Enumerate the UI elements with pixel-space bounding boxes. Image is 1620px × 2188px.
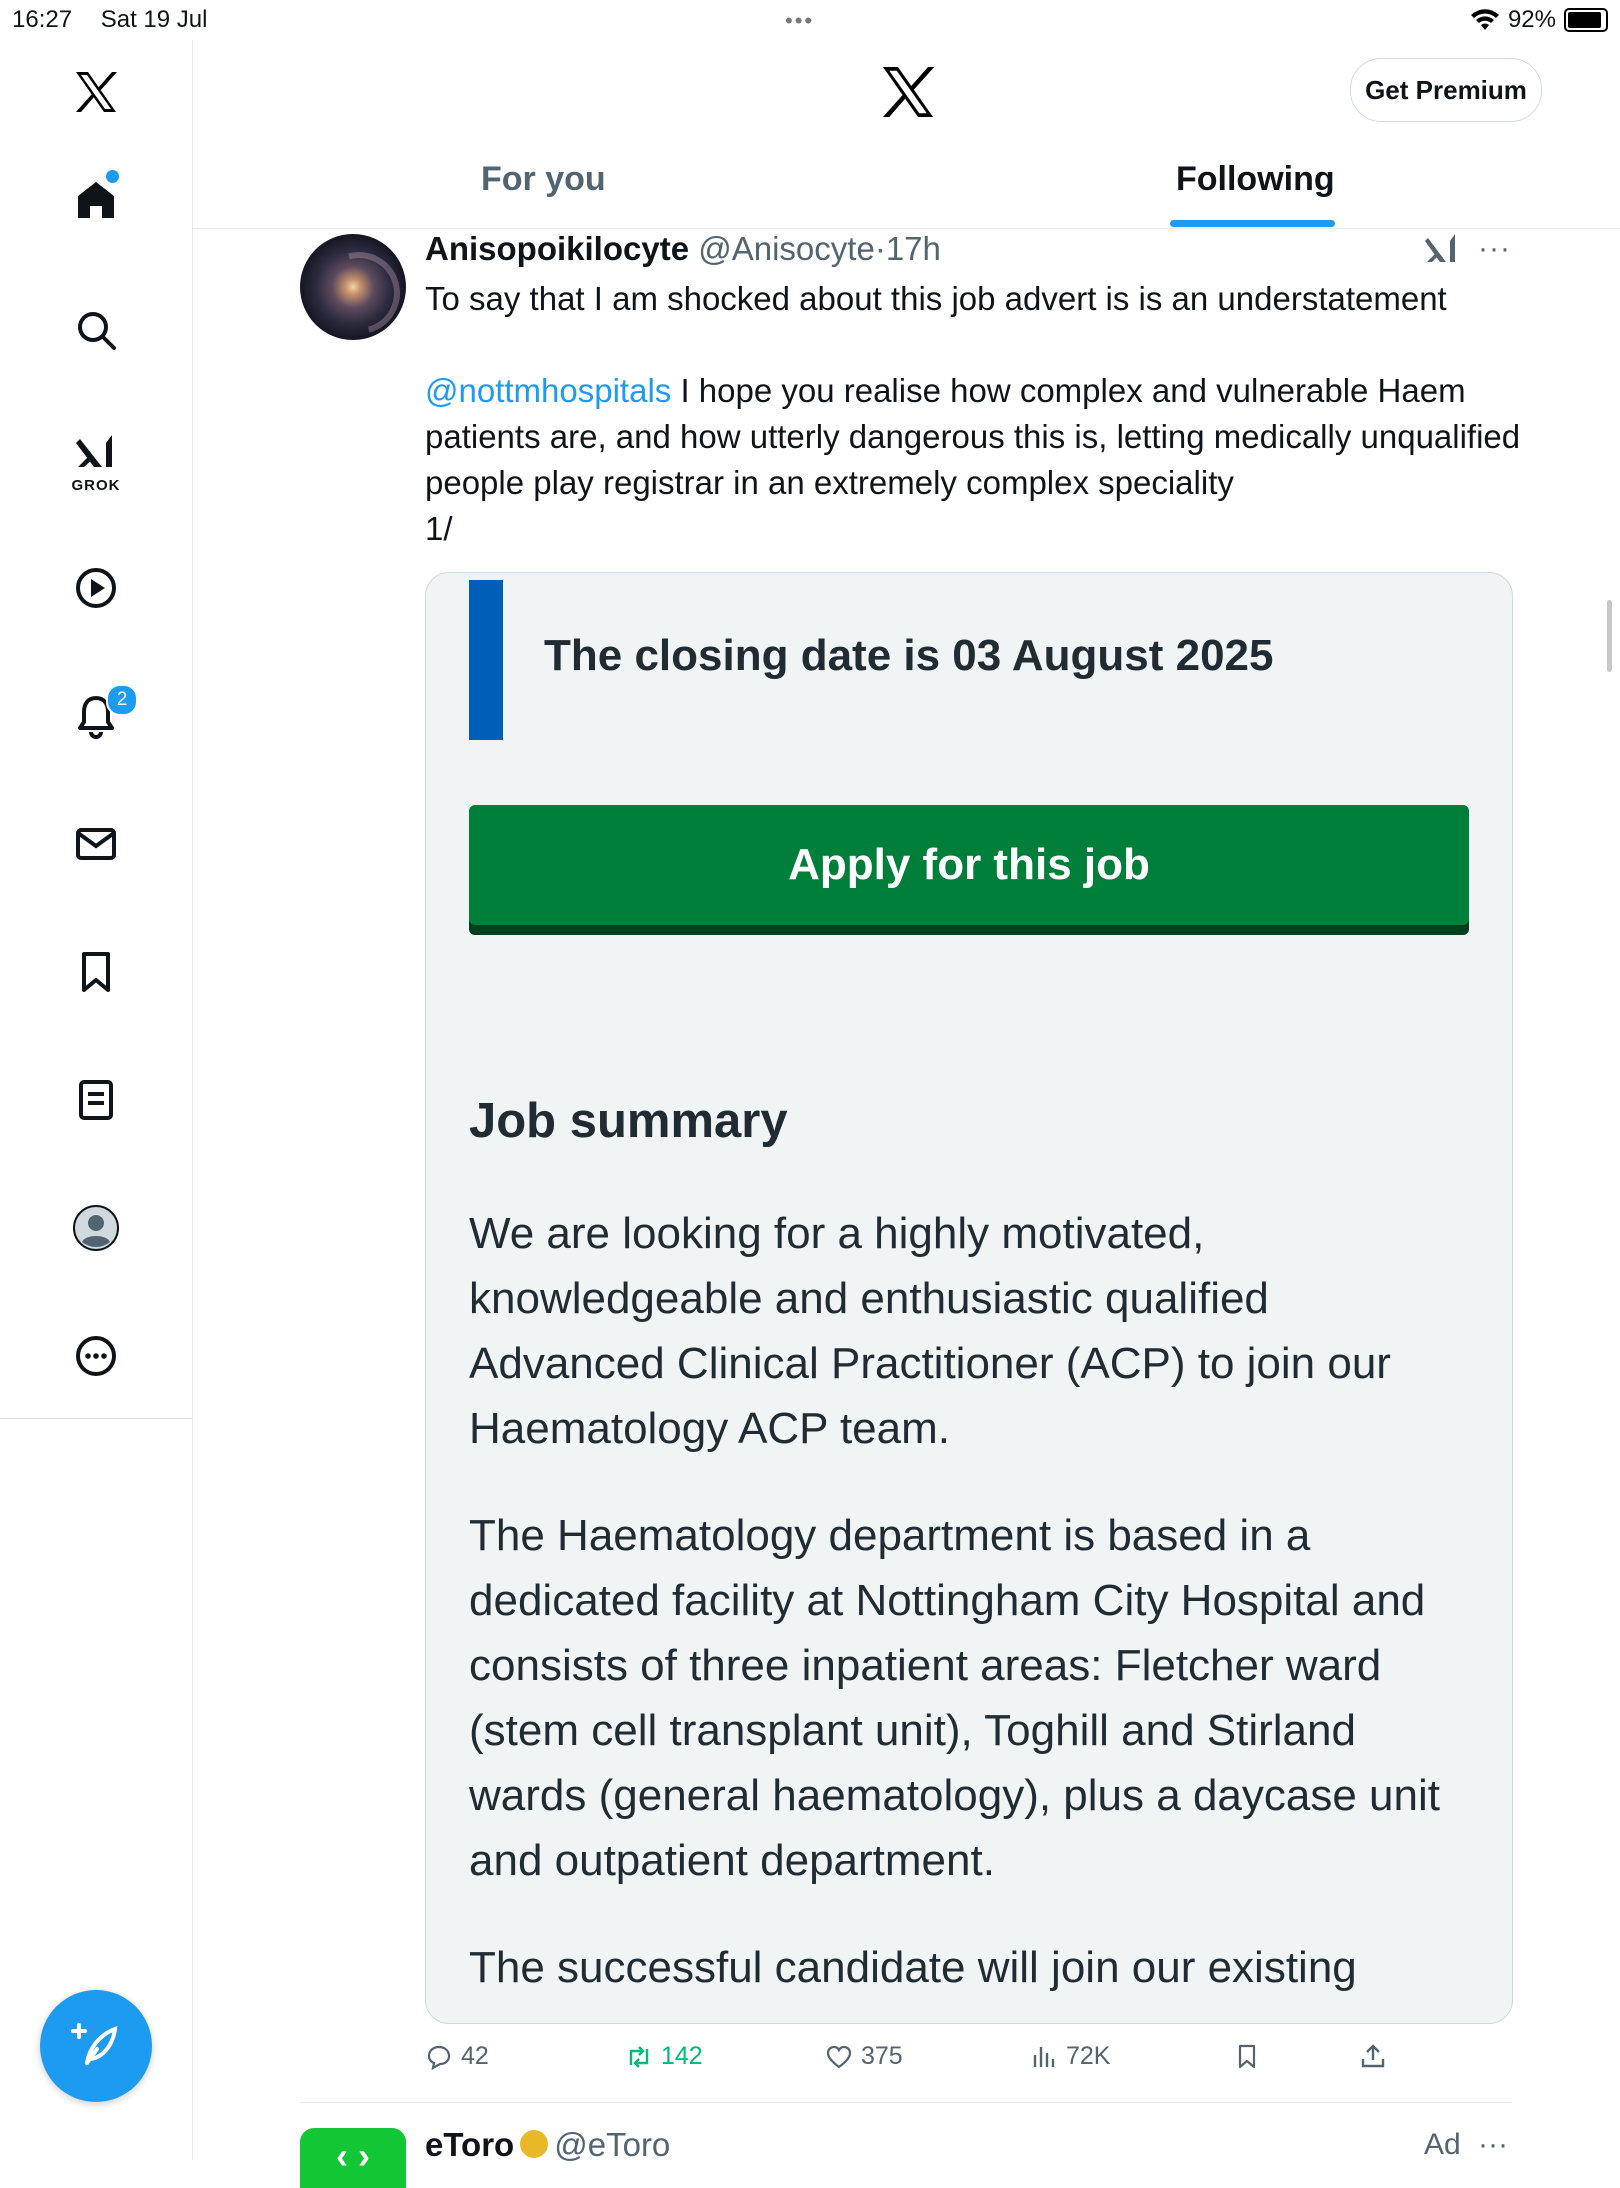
sidebar-item-explore[interactable] xyxy=(56,290,136,370)
bookmark-button[interactable] xyxy=(1233,2042,1261,2070)
status-time: 16:27 xyxy=(12,6,73,33)
views-button[interactable] xyxy=(1030,2042,1110,2071)
tweet-header xyxy=(425,230,941,268)
tab-for-you[interactable]: For you xyxy=(481,160,606,198)
mail-icon xyxy=(72,820,120,868)
sidebar-item-notifications[interactable] xyxy=(56,676,136,756)
active-tab-indicator xyxy=(1170,220,1335,227)
tweet-text xyxy=(425,276,1525,552)
tweet-separator: · xyxy=(874,230,886,267)
like-count: 375 xyxy=(861,2042,903,2070)
more-icon xyxy=(72,1332,120,1380)
repost-button[interactable] xyxy=(625,2042,703,2071)
get-premium-button[interactable]: Get Premium xyxy=(1350,58,1542,122)
tweet-author-handle[interactable]: @Anisocyte xyxy=(698,230,875,267)
status-left xyxy=(12,6,229,34)
timeline-header xyxy=(193,40,1620,229)
tweet-image[interactable] xyxy=(425,572,1513,2024)
reply-button[interactable] xyxy=(425,2042,489,2071)
profile-icon xyxy=(72,1204,120,1252)
bookmark-icon xyxy=(1233,2042,1261,2070)
job-summary-paragraph: The successful candidate will join our existing xyxy=(469,1943,1357,1992)
tab-following[interactable]: Following xyxy=(1176,160,1335,198)
next-tweet-handle[interactable]: @eToro xyxy=(554,2126,671,2163)
wifi-icon xyxy=(1470,8,1500,32)
status-right xyxy=(1470,6,1608,34)
sidebar-item-profile[interactable] xyxy=(56,1188,136,1268)
list-icon xyxy=(72,1076,120,1124)
sidebar-item-bookmarks[interactable] xyxy=(56,932,136,1012)
closing-date-bar xyxy=(469,580,503,740)
tweet-text-line2: I hope you realise how complex and vulnerable Haem patients are, and how utterly dangerous this is, letting medically unqualified people play registrar in an extremely complex speciality xyxy=(425,372,1521,501)
job-summary-paragraph: We are looking for a highly motivated, knowledgeable and enthusiastic qualified Advanced Clinical Practitioner (ACP) to join our Haematology ACP team. xyxy=(469,1209,1391,1453)
job-summary-body xyxy=(469,1201,1469,2024)
like-button[interactable] xyxy=(825,2042,903,2071)
reply-icon xyxy=(425,2043,453,2071)
closing-date-text: The closing date is 03 August 2025 xyxy=(544,631,1274,680)
bookmark-icon xyxy=(72,948,120,996)
sidebar-item-lists[interactable] xyxy=(56,1060,136,1140)
sidebar-item-videos[interactable] xyxy=(56,548,136,628)
sidebar xyxy=(0,40,193,2160)
heart-icon xyxy=(825,2043,853,2071)
sidebar-item-messages[interactable] xyxy=(56,804,136,884)
job-summary-heading: Job summary xyxy=(469,1094,788,1148)
next-tweet-header xyxy=(425,2126,670,2164)
status-bar xyxy=(0,0,1620,40)
grok-icon xyxy=(72,429,120,477)
reply-count: 42 xyxy=(461,2042,489,2070)
etoro-avatar[interactable]: ‹ › xyxy=(300,2128,406,2188)
home-icon xyxy=(72,176,120,224)
tweet-more-icon[interactable]: ··· xyxy=(1478,232,1511,265)
grok-explain-icon[interactable] xyxy=(1424,230,1460,268)
tweet-time[interactable]: 17h xyxy=(885,230,941,267)
tweet-author-avatar[interactable] xyxy=(300,234,406,340)
view-count: 72K xyxy=(1066,2042,1111,2070)
battery-icon xyxy=(1564,8,1608,32)
search-icon xyxy=(72,306,120,354)
tweet-text-para2 xyxy=(425,368,1525,506)
battery-percent: 92% xyxy=(1507,6,1556,33)
next-tweet-author-name[interactable]: eToro xyxy=(425,2126,515,2163)
repost-icon xyxy=(625,2043,653,2071)
repost-count: 142 xyxy=(661,2042,703,2070)
share-button[interactable] xyxy=(1359,2042,1387,2070)
share-icon xyxy=(1359,2042,1387,2070)
tweet-author-name[interactable]: Anisopoikilocyte xyxy=(425,230,690,267)
compose-icon xyxy=(69,2019,123,2073)
job-summary-paragraph: The Haematology department is based in a dedicated facility at Nottingham City Hospital and consists of three inpatient areas: Fletcher ward (stem cell transplant unit), Toghill and Stirland wards (general haematology), plus a daycase unit and outpatient department. xyxy=(469,1511,1440,1885)
compose-button[interactable] xyxy=(40,1990,152,2102)
verified-badge-icon xyxy=(520,2130,548,2158)
apply-job-button: Apply for this job xyxy=(469,805,1469,925)
sidebar-item-home[interactable] xyxy=(56,160,136,240)
tweet-text-line1: To say that I am shocked about this job advert is is an understatement xyxy=(425,280,1447,317)
home-new-dot xyxy=(106,170,119,183)
ad-label: Ad xyxy=(1424,2128,1461,2161)
sidebar-divider xyxy=(0,1418,192,1419)
x-logo-icon xyxy=(72,68,120,116)
notifications-badge: 2 xyxy=(106,684,138,716)
tweet-divider xyxy=(300,2102,1512,2103)
thread-counter: 1/ xyxy=(425,510,453,547)
sidebar-item-more[interactable] xyxy=(56,1316,136,1396)
x-logo-icon[interactable] xyxy=(878,62,938,122)
mention-link[interactable]: @nottmhospitals xyxy=(425,372,672,409)
sidebar-item-grok[interactable] xyxy=(56,420,136,500)
status-date: Sat 19 Jul xyxy=(100,6,208,33)
scroll-indicator[interactable] xyxy=(1607,600,1612,672)
views-icon xyxy=(1030,2043,1058,2071)
next-tweet-more-icon[interactable]: ··· xyxy=(1478,2128,1508,2161)
sidebar-x-logo[interactable] xyxy=(56,52,136,132)
play-icon xyxy=(72,564,120,612)
tweet-actions xyxy=(425,2038,1425,2088)
multitask-dots[interactable]: ••• xyxy=(785,8,815,33)
grok-label: GROK xyxy=(71,477,121,494)
